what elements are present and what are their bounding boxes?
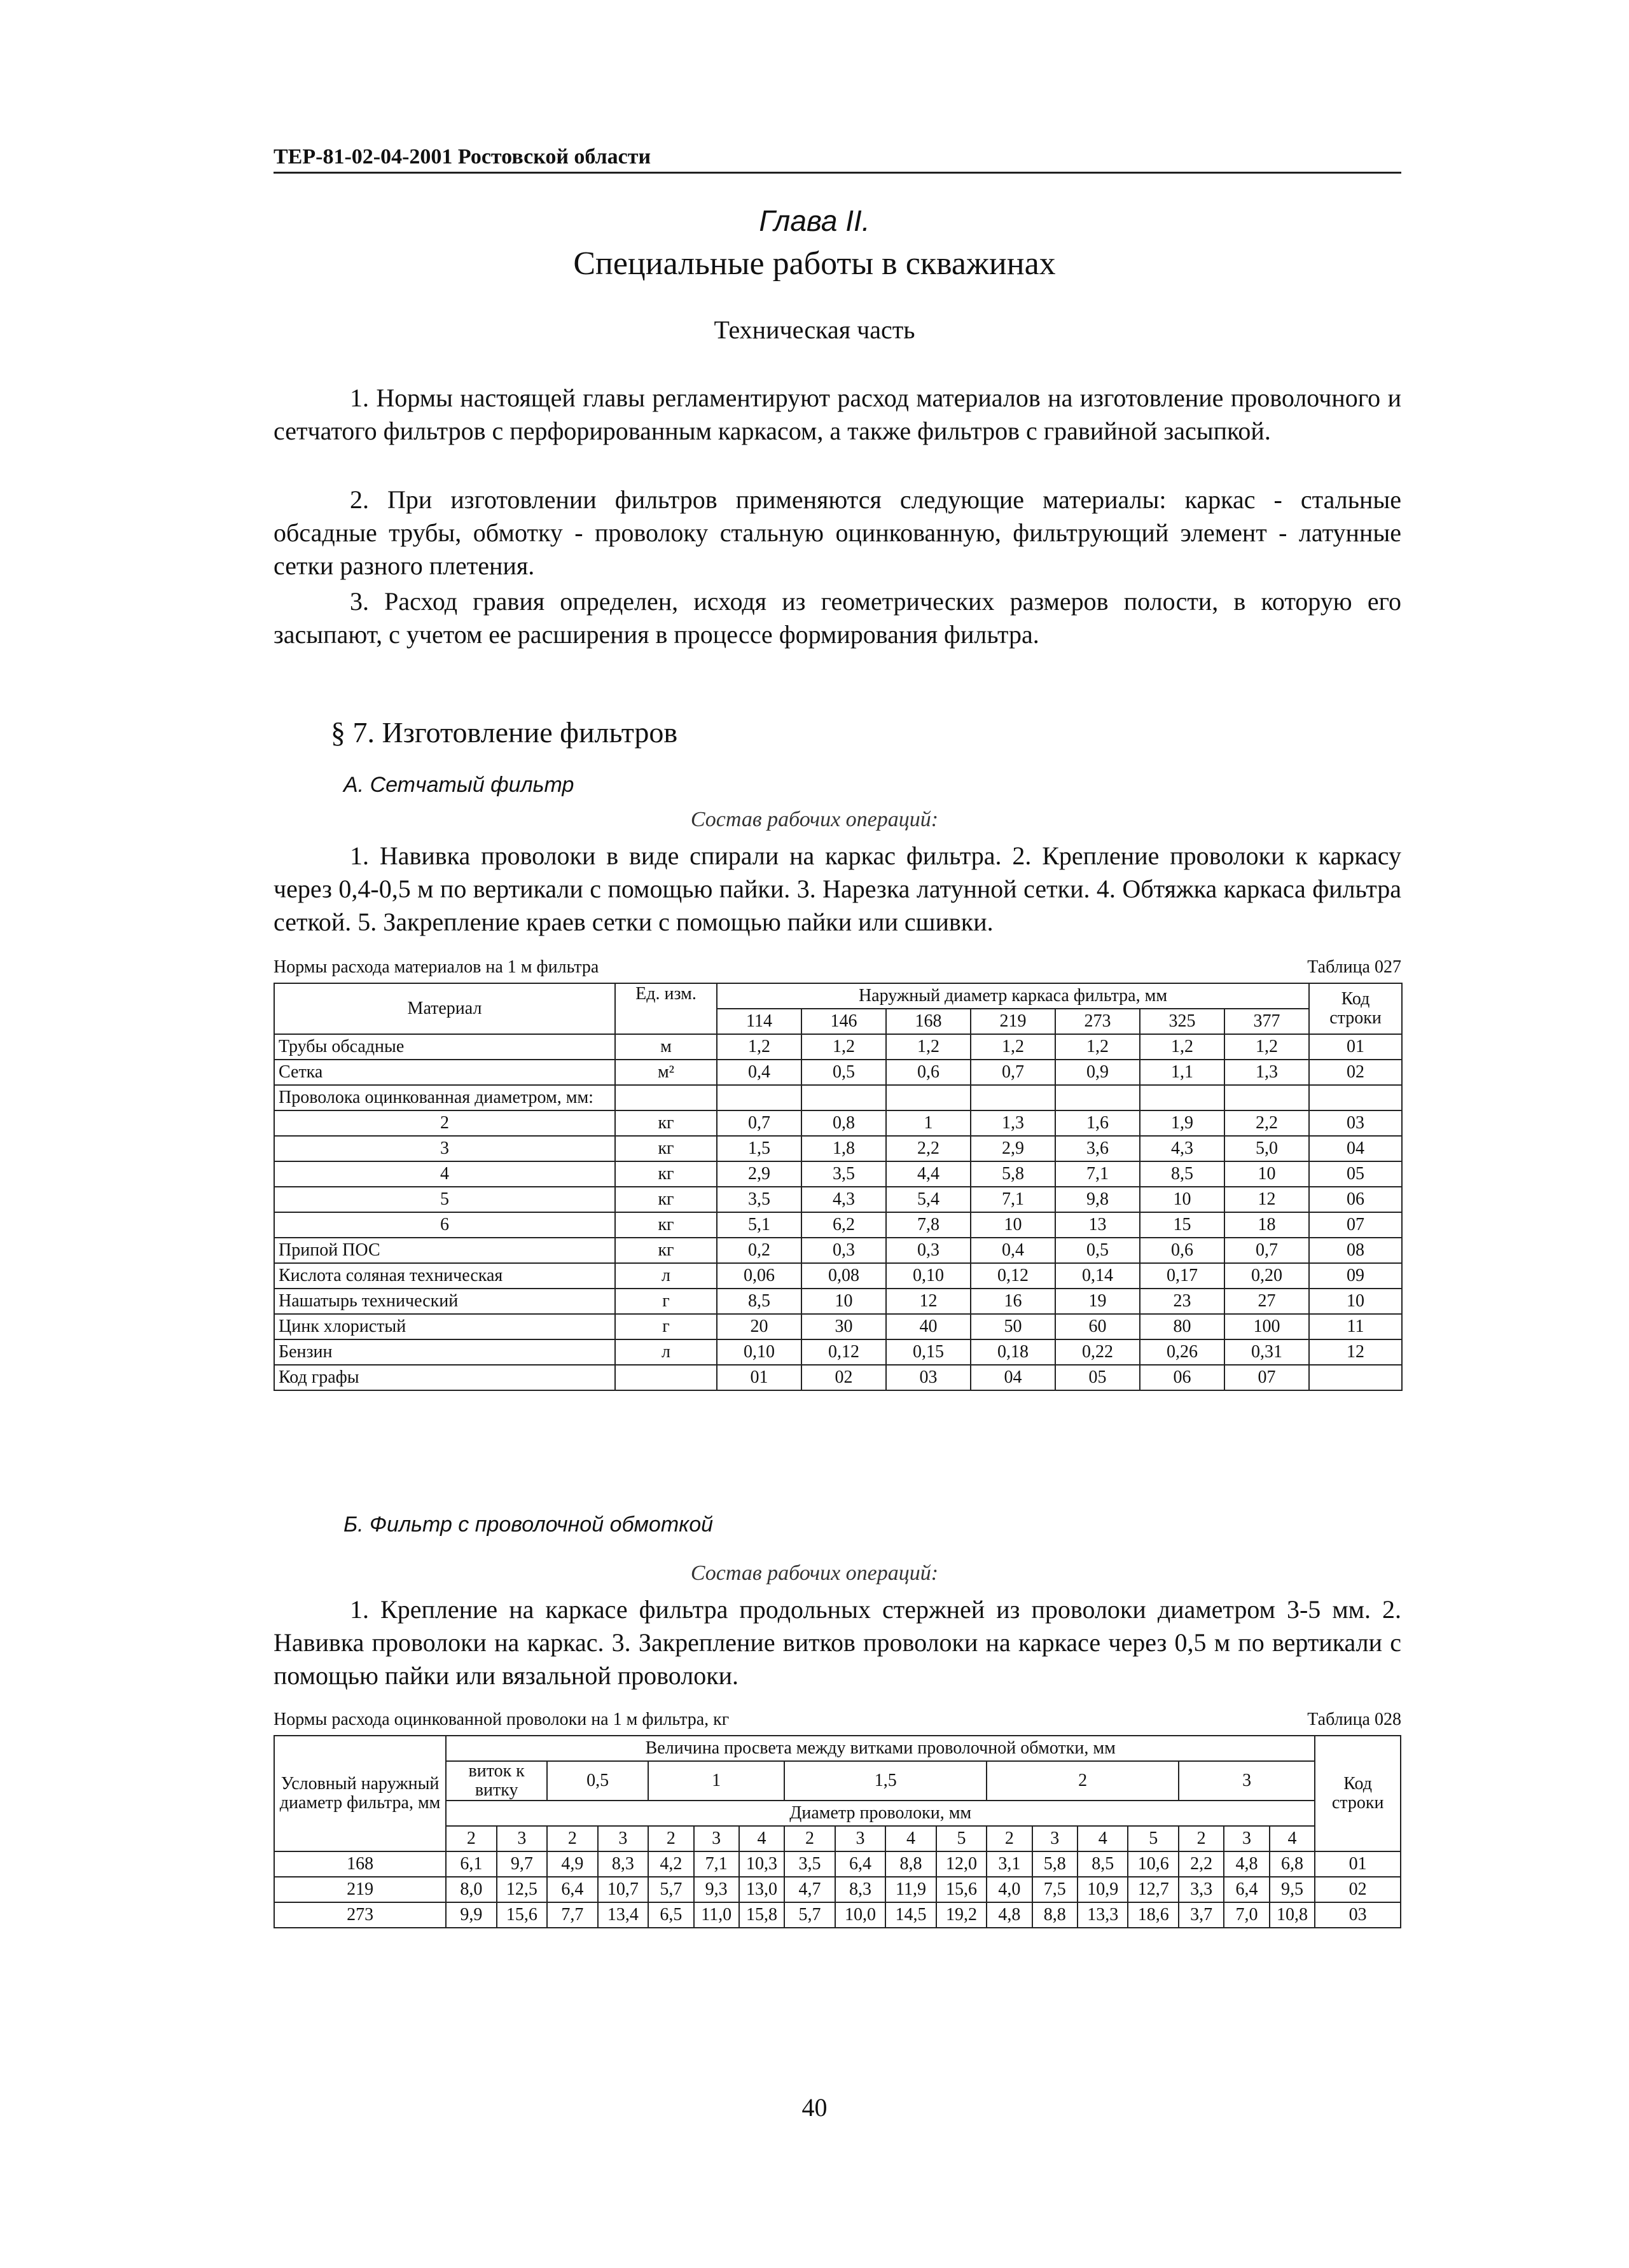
table027-code-cell: 12: [1309, 1339, 1402, 1365]
table-row: [274, 1851, 1401, 1877]
table027-value-cell: 0,5: [1055, 1238, 1140, 1263]
table027-value-cell: 2,9: [717, 1161, 801, 1187]
table-row: [274, 1034, 1402, 1060]
table027-code-cell: [1309, 1365, 1402, 1390]
table027-diameter-cell: 114: [717, 1009, 801, 1034]
table028-header-wire: Диаметр проволоки, мм: [446, 1801, 1315, 1826]
table027-unit-cell: кг: [615, 1187, 717, 1212]
table027-value-cell: 10: [801, 1289, 886, 1314]
table028-gap-cell: 1: [648, 1761, 784, 1801]
table028-wire-cell: 3: [1224, 1826, 1269, 1851]
table027-value-cell: 1,2: [1140, 1034, 1224, 1060]
table-row: [274, 1212, 1402, 1238]
table027-material-cell: Кислота соляная техническая: [274, 1263, 615, 1289]
table028-value-cell: 3,7: [1179, 1902, 1224, 1928]
table-row: [274, 1339, 1402, 1365]
table027-value-cell: 0,15: [886, 1339, 971, 1365]
table027-value-cell: 5,1: [717, 1212, 801, 1238]
table028-value-cell: 9,9: [446, 1902, 497, 1928]
table027-value-cell: 1,2: [1224, 1034, 1309, 1060]
table028-value-cell: 4,8: [987, 1902, 1032, 1928]
table-row: [274, 1902, 1401, 1928]
table027-caption-left: Нормы расхода материалов на 1 м фильтра: [274, 957, 599, 977]
table027-material-cell: Нашатырь технический: [274, 1289, 615, 1314]
table-row: [274, 1085, 1402, 1110]
table027-value-cell: 1,6: [1055, 1110, 1140, 1136]
subsection-b-ops-text: 1. Крепление на каркасе фильтра продольных стержней из проволоки диаметром 3-5 мм. 2. Навивка проволоки на каркас. 3. Закрепление витков проволоки на каркасе через 0,5 м по вертикали с помощью пайки или вязальной проволоки.: [274, 1595, 1401, 1690]
table027-value-cell: 10: [971, 1212, 1055, 1238]
table028-wire-cell: 3: [598, 1826, 649, 1851]
intro-paragraph-2: 2. При изготовлении фильтров применяются следующие материалы: каркас - стальные обсадные трубы, обмотку - проволоку стальную оцинкованную, фильтрующий элемент - латунные сетки разного плетения.: [274, 485, 1401, 580]
table027-diameter-cell: 377: [1224, 1009, 1309, 1034]
table028-wire-cell: 3: [1032, 1826, 1078, 1851]
table-row: [274, 1187, 1402, 1212]
table028-value-cell: 6,4: [1224, 1877, 1269, 1902]
table028-value-cell: 4,2: [648, 1851, 693, 1877]
table027-unit-cell: г: [615, 1289, 717, 1314]
chapter-title: Специальные работы в скважинах: [573, 245, 1056, 282]
table027-code-cell: 05: [1309, 1161, 1402, 1187]
table027-value-cell: 0,10: [886, 1263, 971, 1289]
table027-value-cell: 16: [971, 1289, 1055, 1314]
table028-wire-cell: 2: [547, 1826, 598, 1851]
table027-code-cell: 01: [1309, 1034, 1402, 1060]
part-title: Техническая часть: [714, 315, 915, 344]
table027-code-cell: [1309, 1085, 1402, 1110]
table028-value-cell: 10,6: [1128, 1851, 1179, 1877]
table027-unit-cell: [615, 1085, 717, 1110]
table027-value-cell: 0,8: [801, 1110, 886, 1136]
table027-value-cell: 60: [1055, 1314, 1140, 1339]
table028-gap-cell: 0,5: [547, 1761, 648, 1801]
subsection-a-ops-text: 1. Навивка проволоки в виде спирали на каркас фильтра. 2. Крепление проволоки к каркасу через 0,4-0,5 м по вертикали с помощью пайки. 3. Нарезка латунной сетки. 4. Обтяжка каркаса фильтра сеткой. 5. Закрепление краев сетки с помощью пайки или сшивки.: [274, 841, 1401, 936]
table028-gap-cell: 3: [1179, 1761, 1315, 1801]
table027-code-cell: 09: [1309, 1263, 1402, 1289]
table027-unit-cell: [615, 1365, 717, 1390]
table027-value-cell: 0,06: [717, 1263, 801, 1289]
subsection-a-ops-caption: Состав рабочих операций:: [690, 808, 939, 831]
table028-value-cell: 7,7: [547, 1902, 598, 1928]
table027-value-cell: 0,22: [1055, 1339, 1140, 1365]
table028-wire-cell: 2: [784, 1826, 835, 1851]
table027-diameter-cell: 146: [801, 1009, 886, 1034]
table027-material-cell: 6: [274, 1212, 615, 1238]
table027-diameter-cell: 325: [1140, 1009, 1224, 1034]
table027-value-cell: 8,5: [1140, 1161, 1224, 1187]
table028-value-cell: 3,5: [784, 1851, 835, 1877]
table027-value-cell: 27: [1224, 1289, 1309, 1314]
table028-wire-cell: 5: [936, 1826, 987, 1851]
table027-value-cell: 0,9: [1055, 1060, 1140, 1085]
table027-unit-cell: кг: [615, 1238, 717, 1263]
table028-value-cell: 6,4: [547, 1877, 598, 1902]
table027-value-cell: [886, 1085, 971, 1110]
table027-value-cell: 02: [801, 1365, 886, 1390]
table027-material-cell: 3: [274, 1136, 615, 1161]
table027-header-code: Код строки: [1309, 983, 1402, 1034]
table027-value-cell: [717, 1085, 801, 1110]
table028-header-gap: Величина просвета между витками проволочной обмотки, мм: [446, 1736, 1315, 1761]
table028-value-cell: 4,0: [987, 1877, 1032, 1902]
table028-diameter-cell: 219: [274, 1877, 446, 1902]
table028-gap-cell: 2: [987, 1761, 1179, 1801]
table027-value-cell: 1,9: [1140, 1110, 1224, 1136]
table027-material-cell: Сетка: [274, 1060, 615, 1085]
table027-value-cell: 0,7: [971, 1060, 1055, 1085]
running-header: ТЕР-81-02-04-2001 Ростовской области: [274, 145, 1401, 174]
table028-value-cell: 8,3: [835, 1877, 886, 1902]
table028-value-cell: 2,2: [1179, 1851, 1224, 1877]
table027-diameter-cell: 219: [971, 1009, 1055, 1034]
table027-value-cell: 3,5: [717, 1187, 801, 1212]
table028-value-cell: 8,5: [1078, 1851, 1128, 1877]
table027-value-cell: 20: [717, 1314, 801, 1339]
table027-value-cell: 1,2: [717, 1034, 801, 1060]
table027-value-cell: 12: [1224, 1187, 1309, 1212]
table028-value-cell: 6,5: [648, 1902, 693, 1928]
table027-value-cell: 80: [1140, 1314, 1224, 1339]
table-row: [274, 1060, 1402, 1085]
table027-value-cell: 50: [971, 1314, 1055, 1339]
table028-value-cell: 12,7: [1128, 1877, 1179, 1902]
section-title: § 7. Изготовление фильтров: [331, 716, 678, 749]
table027-value-cell: 06: [1140, 1365, 1224, 1390]
table027-value-cell: 1,1: [1140, 1060, 1224, 1085]
table027-value-cell: 0,4: [717, 1060, 801, 1085]
table028-wire-cell: 4: [1078, 1826, 1128, 1851]
table027-value-cell: 9,8: [1055, 1187, 1140, 1212]
table028-value-cell: 12,5: [497, 1877, 548, 1902]
table027-code-cell: 07: [1309, 1212, 1402, 1238]
table027-value-cell: 7,1: [1055, 1161, 1140, 1187]
table027-value-cell: 5,4: [886, 1187, 971, 1212]
table028-value-cell: 7,1: [694, 1851, 739, 1877]
table027-value-cell: 7,1: [971, 1187, 1055, 1212]
table-row: [274, 1365, 1402, 1390]
table028-value-cell: 13,4: [598, 1902, 649, 1928]
table028-value-cell: 19,2: [936, 1902, 987, 1928]
table028-value-cell: 3,3: [1179, 1877, 1224, 1902]
table027-header-diameter: Наружный диаметр каркаса фильтра, мм: [717, 983, 1309, 1009]
table028-wire-cell: 3: [694, 1826, 739, 1851]
table-row: [274, 1314, 1402, 1339]
table028-diameter-cell: 168: [274, 1851, 446, 1877]
table028-gap-cell: 1,5: [784, 1761, 987, 1801]
table028-value-cell: 8,8: [885, 1851, 936, 1877]
table027-value-cell: [1055, 1085, 1140, 1110]
table027-value-cell: 0,4: [971, 1238, 1055, 1263]
table028-value-cell: 10,0: [835, 1902, 886, 1928]
table-row: [274, 1136, 1402, 1161]
table-row: [274, 1161, 1402, 1187]
table028-value-cell: 8,3: [598, 1851, 649, 1877]
table-row: [274, 1238, 1402, 1263]
table027-value-cell: 0,14: [1055, 1263, 1140, 1289]
table027-value-cell: 3,5: [801, 1161, 886, 1187]
table027-code-cell: 08: [1309, 1238, 1402, 1263]
subsection-a-title: А. Сетчатый фильтр: [343, 773, 574, 797]
table027-value-cell: 0,12: [971, 1263, 1055, 1289]
table027-caption-right: Таблица 027: [1307, 957, 1401, 977]
table027-value-cell: 1,8: [801, 1136, 886, 1161]
table027-value-cell: 7,8: [886, 1212, 971, 1238]
table027-value-cell: [1140, 1085, 1224, 1110]
table027-value-cell: 1,5: [717, 1136, 801, 1161]
table027-diameter-cell: 273: [1055, 1009, 1140, 1034]
table027-value-cell: 1,3: [1224, 1060, 1309, 1085]
table028-value-cell: 11,0: [694, 1902, 739, 1928]
table027-value-cell: 30: [801, 1314, 886, 1339]
table028-value-cell: 4,9: [547, 1851, 598, 1877]
table028-value-cell: 4,7: [784, 1877, 835, 1902]
table028-value-cell: 9,3: [694, 1877, 739, 1902]
table027-value-cell: [971, 1085, 1055, 1110]
table028-caption-left: Нормы расхода оцинкованной проволоки на 1 м фильтра, кг: [274, 1710, 730, 1729]
table028-value-cell: 12,0: [936, 1851, 987, 1877]
table027-value-cell: 1,3: [971, 1110, 1055, 1136]
table027-unit-cell: м: [615, 1034, 717, 1060]
table027-value-cell: 2,9: [971, 1136, 1055, 1161]
table028-diameter-cell: 273: [274, 1902, 446, 1928]
table027-value-cell: 0,2: [717, 1238, 801, 1263]
table028-value-cell: 15,6: [497, 1902, 548, 1928]
table027-unit-cell: кг: [615, 1161, 717, 1187]
subsection-b-title: Б. Фильтр с проволочной обмоткой: [343, 1512, 714, 1537]
table027-value-cell: 0,17: [1140, 1263, 1224, 1289]
table028-value-cell: 10,9: [1078, 1877, 1128, 1902]
table027-value-cell: 4,4: [886, 1161, 971, 1187]
table027-value-cell: 5,0: [1224, 1136, 1309, 1161]
table027-value-cell: 0,3: [886, 1238, 971, 1263]
table027-value-cell: 1,2: [1055, 1034, 1140, 1060]
table027-material-cell: 5: [274, 1187, 615, 1212]
table027-value-cell: 23: [1140, 1289, 1224, 1314]
table027-value-cell: 0,7: [1224, 1238, 1309, 1263]
table027-value-cell: 13: [1055, 1212, 1140, 1238]
table028-wire-cell: 2: [446, 1826, 497, 1851]
table028-header-diameter: Условный наружный диаметр фильтра, мм: [274, 1736, 446, 1851]
table-027: [274, 983, 1403, 1391]
table027-value-cell: 1,2: [886, 1034, 971, 1060]
table027-value-cell: 12: [886, 1289, 971, 1314]
table028-value-cell: 15,8: [739, 1902, 784, 1928]
table028-wire-cell: 4: [1270, 1826, 1315, 1851]
table027-material-cell: Код графы: [274, 1365, 615, 1390]
table028-value-cell: 7,0: [1224, 1902, 1269, 1928]
table028-wire-cell: 5: [1128, 1826, 1179, 1851]
table027-material-cell: Бензин: [274, 1339, 615, 1365]
table027-code-cell: 04: [1309, 1136, 1402, 1161]
table-028: [274, 1735, 1401, 1928]
table027-code-cell: 11: [1309, 1314, 1402, 1339]
table027-value-cell: 15: [1140, 1212, 1224, 1238]
table027-value-cell: 04: [971, 1365, 1055, 1390]
table028-wire-cell: 2: [648, 1826, 693, 1851]
table027-unit-cell: м²: [615, 1060, 717, 1085]
table027-code-cell: 02: [1309, 1060, 1402, 1085]
table027-unit-cell: г: [615, 1314, 717, 1339]
table027-value-cell: 2,2: [886, 1136, 971, 1161]
table028-code-cell: 02: [1315, 1877, 1401, 1902]
chapter-label: Глава II.: [759, 204, 870, 237]
table028-value-cell: 5,7: [784, 1902, 835, 1928]
table028-wire-cell: 3: [835, 1826, 886, 1851]
table027-caption: [274, 957, 1401, 978]
table027-value-cell: 4,3: [801, 1187, 886, 1212]
table028-code-cell: 03: [1315, 1902, 1401, 1928]
table028-value-cell: 9,7: [497, 1851, 548, 1877]
table-row: [274, 1289, 1402, 1314]
table027-material-cell: Проволока оцинкованная диаметром, мм:: [274, 1085, 615, 1110]
table027-value-cell: 8,5: [717, 1289, 801, 1314]
table027-unit-cell: л: [615, 1339, 717, 1365]
intro-paragraph-1: 1. Нормы настоящей главы регламентируют расход материалов на изготовление проволочного и сетчатого фильтров с перфорированным каркасом, а также фильтров с гравийной засыпкой.: [274, 384, 1401, 445]
table027-material-cell: Припой ПОС: [274, 1238, 615, 1263]
table028-value-cell: 10,8: [1270, 1902, 1315, 1928]
table028-value-cell: 8,0: [446, 1877, 497, 1902]
table027-material-cell: Цинк хлористый: [274, 1314, 615, 1339]
table028-value-cell: 13,0: [739, 1877, 784, 1902]
table027-value-cell: [1224, 1085, 1309, 1110]
table027-material-cell: 4: [274, 1161, 615, 1187]
table028-wire-cell: 3: [497, 1826, 548, 1851]
table027-value-cell: 0,26: [1140, 1339, 1224, 1365]
table028-value-cell: 4,8: [1224, 1851, 1269, 1877]
table027-material-cell: Трубы обсадные: [274, 1034, 615, 1060]
table027-value-cell: 0,20: [1224, 1263, 1309, 1289]
table027-value-cell: 100: [1224, 1314, 1309, 1339]
table028-wire-cell: 4: [885, 1826, 936, 1851]
table027-material-cell: 2: [274, 1110, 615, 1136]
table027-value-cell: 1,2: [971, 1034, 1055, 1060]
table027-value-cell: 05: [1055, 1365, 1140, 1390]
table027-diameter-cell: 168: [886, 1009, 971, 1034]
table028-value-cell: 13,3: [1078, 1902, 1128, 1928]
table-row: [274, 1110, 1402, 1136]
table028-caption-right: Таблица 028: [1307, 1710, 1401, 1729]
table027-value-cell: 5,8: [971, 1161, 1055, 1187]
table028-header-code: Код строки: [1315, 1736, 1401, 1851]
table028-value-cell: 8,8: [1032, 1902, 1078, 1928]
table028-value-cell: 14,5: [885, 1902, 936, 1928]
table028-value-cell: 18,6: [1128, 1902, 1179, 1928]
table027-value-cell: 2,2: [1224, 1110, 1309, 1136]
table027-value-cell: 0,7: [717, 1110, 801, 1136]
table027-unit-cell: кг: [615, 1136, 717, 1161]
table-row: [274, 1877, 1401, 1902]
table028-value-cell: 7,5: [1032, 1877, 1078, 1902]
table028-value-cell: 9,5: [1270, 1877, 1315, 1902]
table027-value-cell: [801, 1085, 886, 1110]
table027-value-cell: 3,6: [1055, 1136, 1140, 1161]
table027-value-cell: 0,08: [801, 1263, 886, 1289]
table028-value-cell: 10,3: [739, 1851, 784, 1877]
table027-value-cell: 0,18: [971, 1339, 1055, 1365]
table028-value-cell: 11,9: [885, 1877, 936, 1902]
table027-value-cell: 0,12: [801, 1339, 886, 1365]
page-number: 40: [801, 2093, 828, 2122]
table027-value-cell: 0,5: [801, 1060, 886, 1085]
table027-value-cell: 1,2: [801, 1034, 886, 1060]
table-row: [274, 1263, 1402, 1289]
table028-value-cell: 5,8: [1032, 1851, 1078, 1877]
table027-value-cell: 18: [1224, 1212, 1309, 1238]
table027-code-cell: 06: [1309, 1187, 1402, 1212]
table028-wire-cell: 2: [1179, 1826, 1224, 1851]
table028-value-cell: 3,1: [987, 1851, 1032, 1877]
table028-wire-cell: 4: [739, 1826, 784, 1851]
table028-caption: [274, 1710, 1401, 1730]
table027-header-unit: Ед. изм.: [615, 983, 717, 1034]
table027-value-cell: 4,3: [1140, 1136, 1224, 1161]
table028-wire-cell: 2: [987, 1826, 1032, 1851]
subsection-b-ops-caption: Состав рабочих операций:: [690, 1561, 939, 1585]
table027-value-cell: 0,31: [1224, 1339, 1309, 1365]
table027-unit-cell: л: [615, 1263, 717, 1289]
table028-value-cell: 15,6: [936, 1877, 987, 1902]
table028-code-cell: 01: [1315, 1851, 1401, 1877]
table027-value-cell: 10: [1140, 1187, 1224, 1212]
table027-value-cell: 6,2: [801, 1212, 886, 1238]
table027-value-cell: 19: [1055, 1289, 1140, 1314]
table028-value-cell: 5,7: [648, 1877, 693, 1902]
table027-value-cell: 0,10: [717, 1339, 801, 1365]
table027-header-material: Материал: [274, 983, 615, 1034]
table028-turn-header: виток к витку: [446, 1761, 547, 1801]
table028-value-cell: 6,8: [1270, 1851, 1315, 1877]
table027-value-cell: 07: [1224, 1365, 1309, 1390]
table027-unit-cell: кг: [615, 1110, 717, 1136]
table027-value-cell: 10: [1224, 1161, 1309, 1187]
table028-value-cell: 6,1: [446, 1851, 497, 1877]
table027-value-cell: 0,6: [886, 1060, 971, 1085]
table027-value-cell: 1: [886, 1110, 971, 1136]
table028-value-cell: 10,7: [598, 1877, 649, 1902]
table027-unit-cell: кг: [615, 1212, 717, 1238]
table027-code-cell: 03: [1309, 1110, 1402, 1136]
table027-value-cell: 03: [886, 1365, 971, 1390]
table027-value-cell: 40: [886, 1314, 971, 1339]
table027-value-cell: 0,6: [1140, 1238, 1224, 1263]
table028-value-cell: 6,4: [835, 1851, 886, 1877]
table027-value-cell: 0,3: [801, 1238, 886, 1263]
table027-value-cell: 01: [717, 1365, 801, 1390]
table027-code-cell: 10: [1309, 1289, 1402, 1314]
intro-paragraph-3: 3. Расход гравия определен, исходя из геометрических размеров полости, в которую его засыпают, с учетом ее расширения в процессе формирования фильтра.: [274, 587, 1401, 649]
